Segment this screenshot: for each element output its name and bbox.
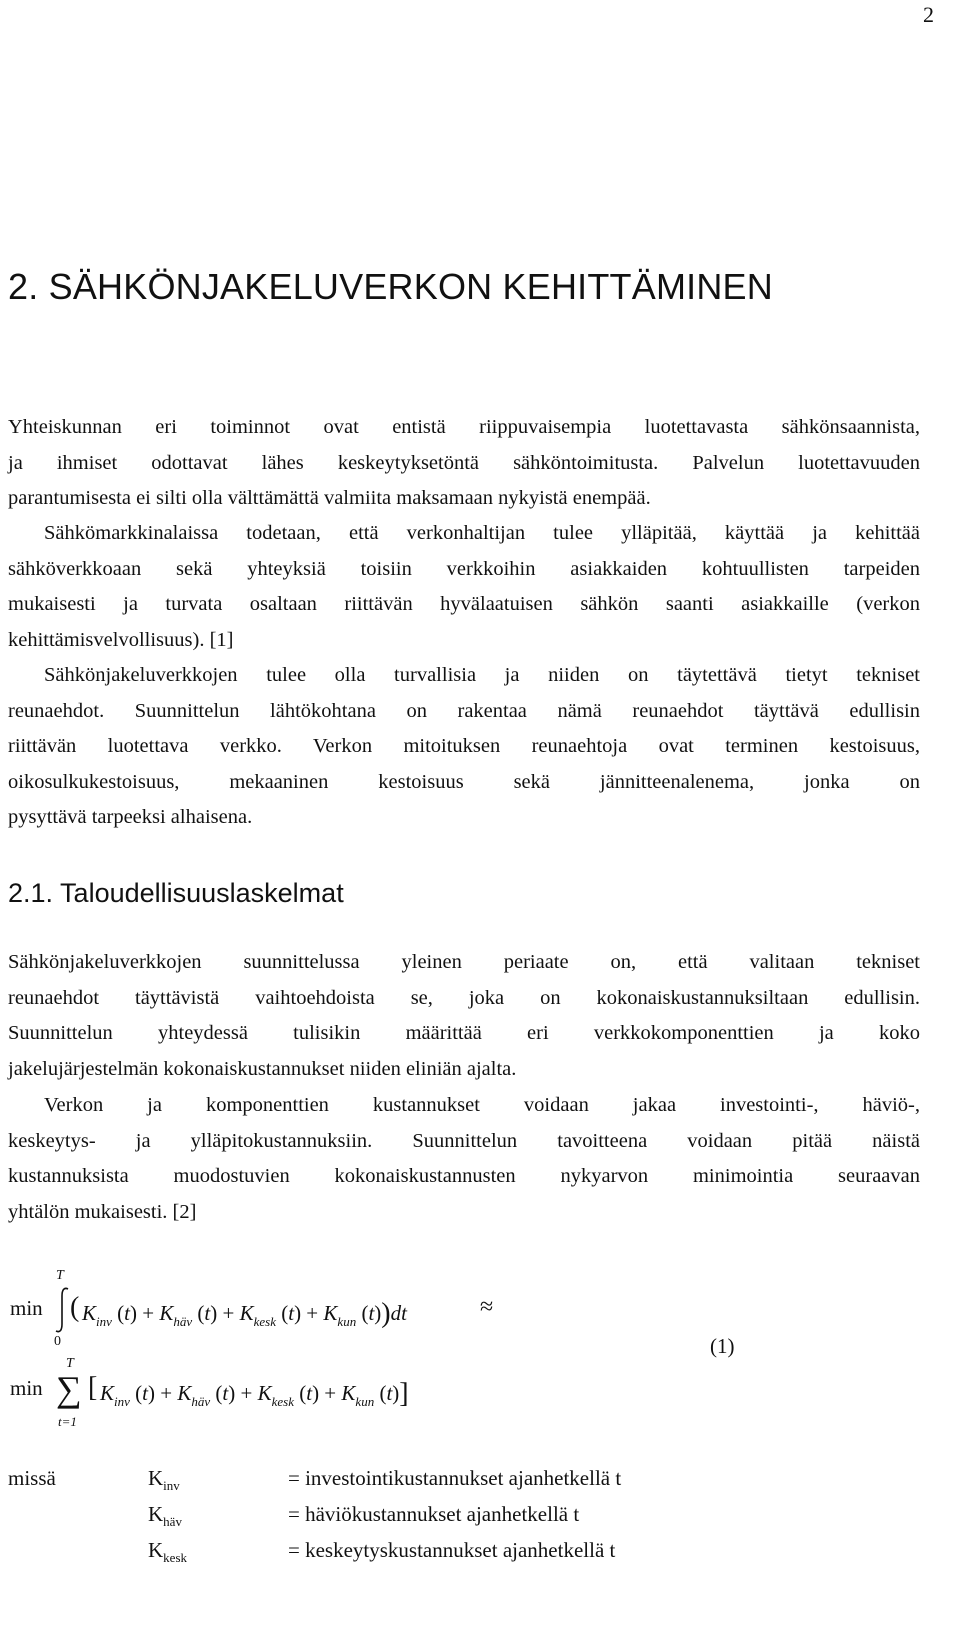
text-line: Sähkömarkkinalaissa todetaan, että verkonhaltijan tulee ylläpitää, käyttää ja kehittää bbox=[44, 522, 920, 544]
integral-terms: $K_{inv}$ $(t) + K_{häv}$ $(t) + K_{kesk}$ $(t) + K_{kun}$ (t))dt bbox=[82, 1298, 407, 1329]
paragraph-costs bbox=[8, 1088, 920, 1230]
open-paren: ( bbox=[70, 1292, 80, 1323]
paragraph-constraints bbox=[8, 658, 920, 836]
definitions-lead: missä bbox=[8, 1466, 56, 1490]
text-line: oikosulkukestoisuus, mekaaninen kestoisuus sekä jännitteenalenema, jonka on bbox=[8, 770, 920, 793]
equation-number: (1) bbox=[710, 1334, 735, 1358]
section-heading: 2.1. Taloudellisuuslaskelmat bbox=[8, 878, 344, 908]
definition-text: = investointikustannukset ajanhetkellä t bbox=[288, 1466, 622, 1490]
text-line: Yhteiskunnan eri toiminnot ovat entistä riippuvaisempia luotettavasta sähkönsaannista, bbox=[8, 416, 920, 438]
sum-lower-limit: t=1 bbox=[58, 1414, 77, 1429]
chapter-heading: 2. SÄHKÖNJAKELUVERKON KEHITTÄMINEN bbox=[8, 266, 773, 307]
text-line: Sähkönjakeluverkkojen suunnittelussa yleinen periaate on, että valitaan tekniset bbox=[8, 951, 920, 973]
min-operator: min bbox=[10, 1376, 43, 1400]
text-line: mukaisesti ja turvata osaltaan riittävän hyvälaatuisen sähkön saanti asiakkaille (verkon bbox=[8, 593, 920, 615]
definition-symbol: $K_{inv}$ bbox=[148, 1466, 180, 1493]
integral-upper-limit: T bbox=[56, 1268, 64, 1283]
paragraph-market-law bbox=[8, 516, 920, 658]
text-line: Sähkönjakeluverkkojen tulee olla turvallisia ja niiden on täytettävä tietyt tekniset bbox=[44, 664, 920, 686]
definition-symbol: $K_{kesk}$ bbox=[148, 1538, 188, 1565]
text-line: yhtälön mukaisesti. [2] bbox=[8, 1200, 197, 1223]
text-line: pysyttävä tarpeeksi alhaisena. bbox=[8, 806, 253, 828]
text-line: jakelujärjestelmän kokonaiskustannukset niiden eliniän ajalta. bbox=[8, 1057, 517, 1080]
sum-terms: $K_{inv}$ $(t) + K_{häv}$ $(t) + K_{kesk}$ $(t) + K_{kun}$ (t)] bbox=[100, 1378, 409, 1409]
text-line: reunaehdot. Suunnittelun lähtökohtana on rakentaa nämä reunaehdot täyttävä edullisin bbox=[8, 699, 920, 722]
sub-inv: inv bbox=[96, 1314, 112, 1329]
text-line: kehittämisvelvollisuus). [1] bbox=[8, 628, 234, 651]
equation-1 bbox=[0, 1268, 960, 1438]
approx-sign: ≈ bbox=[480, 1294, 494, 1320]
paragraph-intro bbox=[8, 410, 920, 517]
text-line: kustannuksista muodostuvien kokonaiskustannusten nykyarvon minimointia seuraavan bbox=[8, 1165, 920, 1187]
text-line: ja ihmiset odottavat lähes keskeytyksetöntä sähköntoimitusta. Palvelun luotettavuuden bbox=[8, 451, 920, 474]
min-operator: min bbox=[10, 1296, 43, 1320]
definition-text: = häviökustannukset ajanhetkellä t bbox=[288, 1502, 580, 1526]
text-line: reunaehdot täyttävistä vaihtoehdoista se, joka on kokonaiskustannuksiltaan edullisin. bbox=[8, 986, 920, 1009]
sum-sign: ∑ bbox=[56, 1369, 82, 1409]
integral-lower-limit: 0 bbox=[54, 1334, 61, 1349]
text-line: parantumisesta ei silti olla välttämättä valmiita maksamaan nykyistä enempää. bbox=[8, 487, 651, 509]
symbol-k: K bbox=[82, 1301, 97, 1325]
text-line: sähköverkkoaan sekä yhteyksiä toisiin verkkoihin asiakkaiden kohtuullisten tarpeiden bbox=[8, 557, 920, 580]
text-line: Verkon ja komponenttien kustannukset voidaan jakaa investointi-, häviö-, bbox=[44, 1094, 920, 1116]
paragraph-principle bbox=[8, 945, 920, 1087]
open-bracket: [ bbox=[88, 1372, 98, 1403]
text-line: riittävän luotettava verkko. Verkon mitoituksen reunaehtoja ovat terminen kestoisuus, bbox=[8, 735, 920, 757]
definition-symbol: $K_{häv}$ bbox=[148, 1502, 182, 1529]
text-line: Suunnittelun yhteydessä tulisikin määrittää eri verkkokomponenttien ja koko bbox=[8, 1022, 920, 1044]
text-line: keskeytys- ja ylläpitokustannuksiin. Suunnittelun tavoitteena voidaan pitää näistä bbox=[8, 1129, 920, 1152]
sum-upper-limit: T bbox=[66, 1356, 74, 1371]
differential: dt bbox=[390, 1301, 407, 1325]
definition-text: = keskeytyskustannukset ajanhetkellä t bbox=[288, 1538, 616, 1562]
page-number: 2 bbox=[923, 2, 934, 27]
